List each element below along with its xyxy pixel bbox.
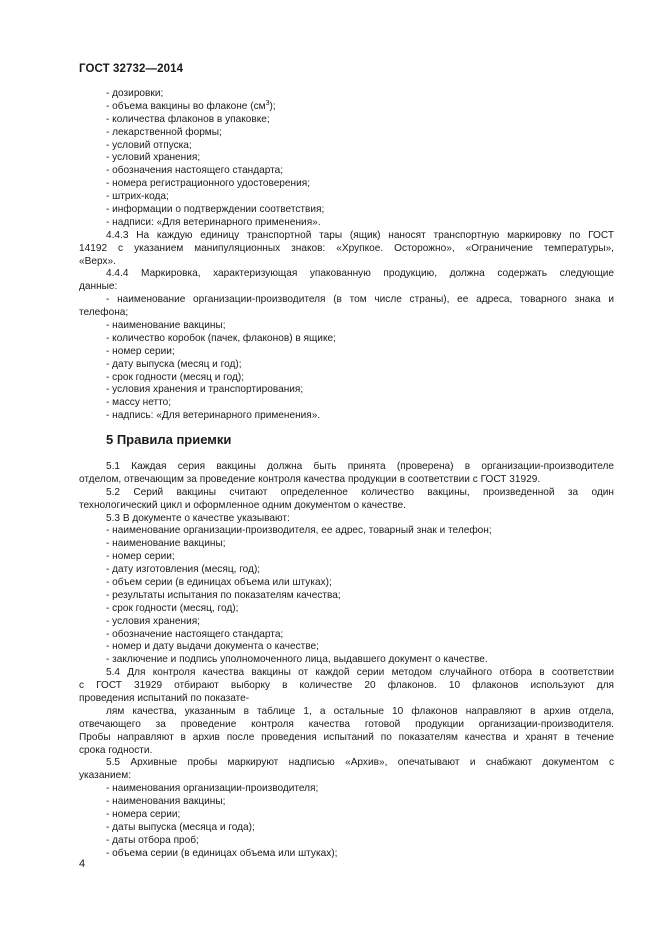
line-text: - даты выпуска (месяца и года);: [106, 821, 255, 833]
text-line: [79, 372, 614, 385]
line-text: данные:: [79, 281, 118, 293]
line-text-tail: );: [269, 100, 276, 112]
line-text: 5.4 Для контроля качества вакцины от каждой серии методом случайного отбора в соответствии: [106, 667, 614, 679]
text-line: [79, 770, 614, 783]
line-text: «Верх».: [79, 255, 116, 267]
document-header: ГОСТ 32732—2014: [79, 63, 184, 75]
text-line: [79, 397, 614, 410]
text-line: [79, 667, 614, 680]
line-text: 5.1 Каждая серия вакцины должна быть принята (проверена) в организации-производителе: [106, 461, 614, 472]
text-line: [79, 796, 614, 809]
text-line: [79, 654, 614, 667]
text-line: [79, 152, 614, 165]
text-line: [79, 706, 614, 719]
line-text: 5.2 Серий вакцины считают определенное количество вакцины, произведенной за один: [106, 486, 614, 498]
line-text: 5.3 В документе о качестве указывают:: [106, 512, 290, 524]
text-line: [79, 487, 614, 500]
text-line: [79, 140, 614, 153]
line-text: лям качества, указанным в таблице 1, а остальные 10 флаконов направляют в архив отдела,: [106, 705, 614, 717]
text-line: [79, 191, 614, 204]
text-line: [79, 243, 614, 256]
text-line: [79, 719, 614, 732]
line-text: - количества флаконов в упаковке;: [106, 113, 270, 125]
line-text: телефона;: [79, 307, 129, 319]
line-text: - срок годности (месяц, год);: [106, 602, 239, 614]
text-line: [79, 165, 614, 178]
line-text: - объем серии (в единицах объема или штуках);: [106, 577, 332, 589]
line-text: - наименование организации-производителя (в том числе страны), ее адреса, товарного знака и: [106, 294, 614, 306]
text-line: [79, 538, 614, 551]
line-text: - условий хранения;: [106, 152, 201, 164]
line-text: отвечающего за проведение контроля качества готовой продукции организации-производителя.: [79, 718, 614, 730]
text-line: [79, 732, 614, 745]
text-line: [79, 693, 614, 706]
line-text: технологический цикл и оформленное одним документом о качестве.: [79, 499, 406, 511]
text-line: [79, 848, 614, 861]
text-line: [79, 603, 614, 616]
acceptance-rules-text: [79, 461, 614, 861]
text-line: [79, 474, 614, 487]
text-line: [79, 551, 614, 564]
line-text: - количество коробок (пачек, флаконов) в ящике;: [106, 332, 336, 344]
text-line: [79, 513, 614, 526]
line-text: Пробы направляют в архив после проведения испытаний по показателям качества и хранят в течение: [79, 731, 614, 743]
superscript: 3: [265, 99, 270, 107]
text-line: [79, 204, 614, 217]
text-line: [79, 384, 614, 397]
line-text: - заключение и подпись уполномоченного лица, выдавшего документ о качестве.: [106, 654, 488, 666]
line-text: - номера регистрационного удостоверения;: [106, 178, 311, 190]
line-text: - номер серии;: [106, 345, 175, 357]
text-line: [79, 127, 614, 140]
line-text: срока годности.: [79, 744, 153, 756]
line-text: - надписи: «Для ветеринарного применения».: [106, 216, 321, 228]
text-line: [79, 88, 614, 101]
text-line: [79, 178, 614, 191]
line-text: - информации о подтверждении соответствия;: [106, 204, 325, 216]
text-line: [79, 564, 614, 577]
text-line: [79, 268, 614, 281]
line-text: 14192 с указанием манипуляционных знаков: «Хрупкое. Осторожно», «Ограничение температуры»,: [79, 242, 614, 254]
line-text: - объема серии (в единицах объема или штуках);: [106, 847, 338, 859]
line-text: - условия хранения;: [106, 615, 200, 627]
marking-requirements-text: [79, 88, 614, 423]
line-text: - наименования вакцины;: [106, 796, 226, 808]
line-text: - наименование организации-производителя, ее адрес, товарный знак и телефон;: [106, 525, 492, 537]
line-text: с ГОСТ 31929 отбирают выборку в количестве 20 флаконов. 10 флаконов используют для: [79, 680, 614, 692]
line-text: - наименование вакцины;: [106, 320, 226, 332]
text-line: [79, 217, 614, 230]
line-text: - обозначение настоящего стандарта;: [106, 628, 284, 640]
line-text: указанием:: [79, 770, 131, 782]
text-line: [79, 822, 614, 835]
line-text: проведения испытаний по показате-: [79, 693, 250, 705]
text-line: [79, 629, 614, 642]
text-line: [79, 641, 614, 654]
line-text: - надпись: «Для ветеринарного применения».: [106, 410, 321, 422]
line-text: - наименования организации-производителя;: [106, 783, 319, 795]
line-text: - результаты испытания по показателям качества;: [106, 589, 341, 601]
line-text: - номер серии;: [106, 551, 175, 563]
line-text: 5.5 Архивные пробы маркируют надписью «Архив», опечатывают и снабжают документом с: [106, 757, 614, 769]
line-text: - объема вакцины во флаконе (см: [106, 100, 266, 112]
line-text: - штрих-кода;: [106, 191, 169, 203]
text-line: [79, 500, 614, 513]
line-text: 4.4.4 Маркировка, характеризующая упакованную продукцию, должна содержать следующие: [106, 268, 614, 280]
line-text: - дозировки;: [106, 88, 164, 99]
text-line: [79, 835, 614, 848]
text-line: [79, 590, 614, 603]
text-line: [79, 783, 614, 796]
line-text: - наименование вакцины;: [106, 538, 226, 550]
text-line: [79, 461, 614, 474]
text-line: [79, 680, 614, 693]
section-title: 5 Правила приемки: [106, 432, 232, 447]
line-text: - дату выпуска (месяц и год);: [106, 358, 242, 370]
line-text: - массу нетто;: [106, 397, 172, 409]
text-line: [79, 616, 614, 629]
line-text: - условий отпуска;: [106, 139, 192, 151]
text-line: [79, 101, 614, 114]
text-line: [79, 256, 614, 269]
text-line: [79, 410, 614, 423]
line-text: - дату изготовления (месяц, год);: [106, 564, 261, 576]
text-line: [79, 294, 614, 307]
line-text: 4.4.3 На каждую единицу транспортной тары (ящик) наносят транспортную маркировку по ГОСТ: [106, 229, 614, 241]
text-line: [79, 757, 614, 770]
text-line: [79, 333, 614, 346]
text-line: [79, 307, 614, 320]
text-line: [79, 346, 614, 359]
line-text: - номер и дату выдачи документа о качестве;: [106, 641, 319, 653]
line-text: - обозначения настоящего стандарта;: [106, 165, 284, 177]
line-text: - условия хранения и транспортирования;: [106, 384, 304, 396]
text-line: [79, 281, 614, 294]
text-line: [79, 114, 614, 127]
line-text: - лекарственной формы;: [106, 126, 222, 138]
text-line: [79, 577, 614, 590]
line-text: - номера серии;: [106, 809, 181, 821]
line-text: отделом, отвечающим за проведение контроля качества продукции в соответствии с ГОСТ 31929.: [79, 473, 541, 485]
page-number: 4: [79, 858, 86, 870]
text-line: [79, 525, 614, 538]
text-line: [79, 320, 614, 333]
text-line: [79, 745, 614, 758]
text-line: [79, 359, 614, 372]
line-text: - срок годности (месяц и год);: [106, 371, 245, 383]
text-line: [79, 230, 614, 243]
line-text: - даты отбора проб;: [106, 834, 199, 846]
text-line: [79, 809, 614, 822]
